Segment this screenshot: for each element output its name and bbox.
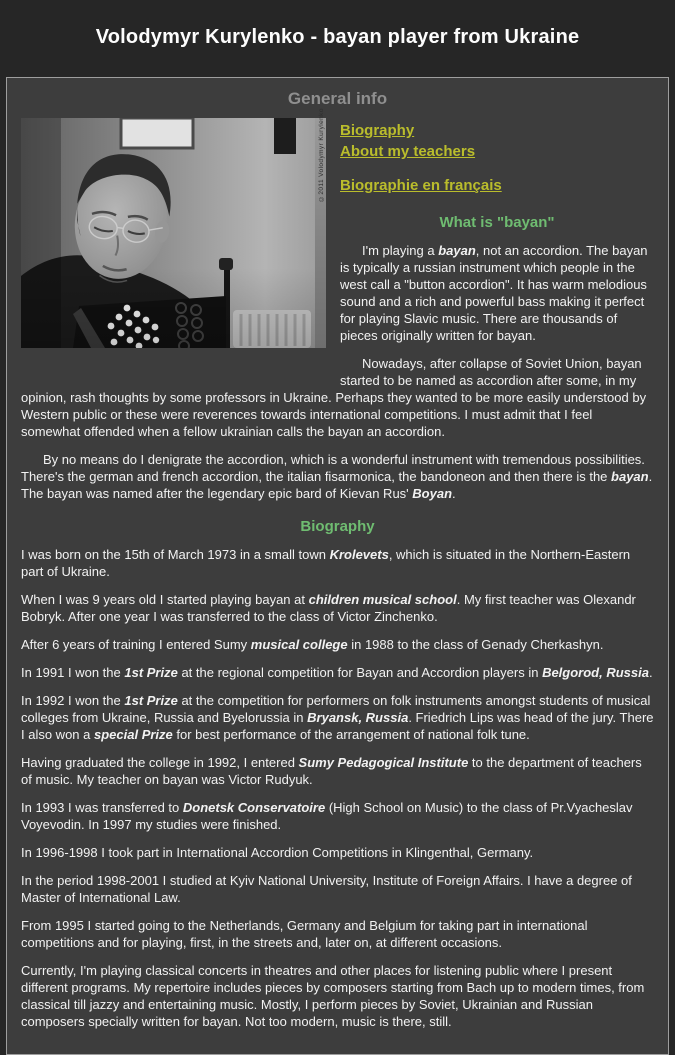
biography-heading: Biography: [300, 518, 375, 535]
link-biography[interactable]: Biography: [340, 122, 415, 139]
bayan-paragraph: I'm playing a bayan, not an accordion. The bayan is typically a russian instrument which people in the west call a "button accordion". It has warm melodious sound and a rich and powerful bass making it perfect for playing Slavic music. There are thousands of pieces originally written for bayan.: [340, 243, 648, 343]
page-title: Volodymyr Kurylenko - bayan player from Ukraine: [95, 26, 580, 48]
photo-copyright: ©2011 Volodymyr Kurylenko: [318, 108, 325, 202]
bayan-paragraph: Nowadays, after collapse of Soviet Union, bayan started to be named as accordion after some, in my opinion, rash thoughts by some professors in Ukraine. Perhaps they wanted to be more easily understood by Western public or these were reverences towards international competitions. I must admit that I feel somewhat offended when a fellow ukrainian calls the bayan an accordion.: [21, 356, 647, 439]
what-is-bayan-heading: What is "bayan": [439, 214, 555, 231]
bio-paragraph: From 1995 I started going to the Netherlands, Germany and Belgium for taking part in international competitions and for playing, first, in the streets and, later on, at different occasions.: [21, 918, 588, 950]
bio-paragraph: In 1991 I won the 1st Prize at the regional competition for Bayan and Accordion players in Belgorod, Russia.: [21, 665, 653, 680]
bio-paragraph: When I was 9 years old I started playing bayan at children musical school. My first teacher was Olexandr Bobryk. After one year I was transferred to the class of Victor Zinchenko.: [21, 592, 636, 624]
general-info-heading: General info: [287, 89, 388, 108]
bayan-paragraph: By no means do I denigrate the accordion, which is a wonderful instrument with tremendous possibilities. There's the german and french accordion, the italian fisarmonica, the bandoneon and then there is the bayan. The bayan was named after the legendary epic bard of Kievan Rus' Boyan.: [21, 452, 653, 501]
bio-paragraph: In 1993 I was transferred to Donetsk Conservatoire (High School on Music) to the class of Pr.Vyacheslav Voyevodin. In 1997 my studies were finished.: [21, 800, 633, 832]
link-biographie-en-francais[interactable]: Biographie en français: [340, 177, 502, 194]
bio-paragraph: After 6 years of training I entered Sumy musical college in 1988 to the class of Genady Cherkashyn.: [21, 637, 604, 652]
portrait-photo-image: [21, 108, 326, 348]
content-panel: [6, 77, 669, 1055]
bio-paragraph: Currently, I'm playing classical concerts in theatres and other places for listening public where I present different programs. My repertoire includes pieces by composers starting from Bach up to modern times, from classical till jazzy and entertaining music. Mostly, I perform pieces by Soviet, Ukrainian and Russian composers specially written for bayan. Not too modern, music is there, still.: [21, 963, 645, 1029]
bio-paragraph: In the period 1998-2001 I studied at Kyiv National University, Institute of Foreign Affairs. I have a degree of Master of International Law.: [21, 873, 632, 905]
bio-paragraph: In 1992 I won the 1st Prize at the competition for performers on folk instruments amongst students of musical colleges from Ukraine, Russia and Byelorussia in Bryansk, Russia. Friedrich Lips was head of the jury. There I also won a special Prize for best performance of the arrangement of national folk tune.: [21, 693, 654, 742]
link-about-my-teachers[interactable]: About my teachers: [340, 143, 476, 160]
bio-paragraph: In 1996-1998 I took part in International Accordion Competitions in Klingenthal, Germany.: [21, 845, 534, 860]
portrait-photo: [21, 108, 326, 348]
bio-paragraph: I was born on the 15th of March 1973 in a small town Krolevets, which is situated in the Northern-Eastern part of Ukraine.: [21, 547, 631, 579]
bio-paragraph: Having graduated the college in 1992, I entered Sumy Pedagogical Institute to the department of teachers of music. My teacher on bayan was Victor Rudyuk.: [21, 755, 642, 787]
content-flow: [21, 108, 654, 1030]
